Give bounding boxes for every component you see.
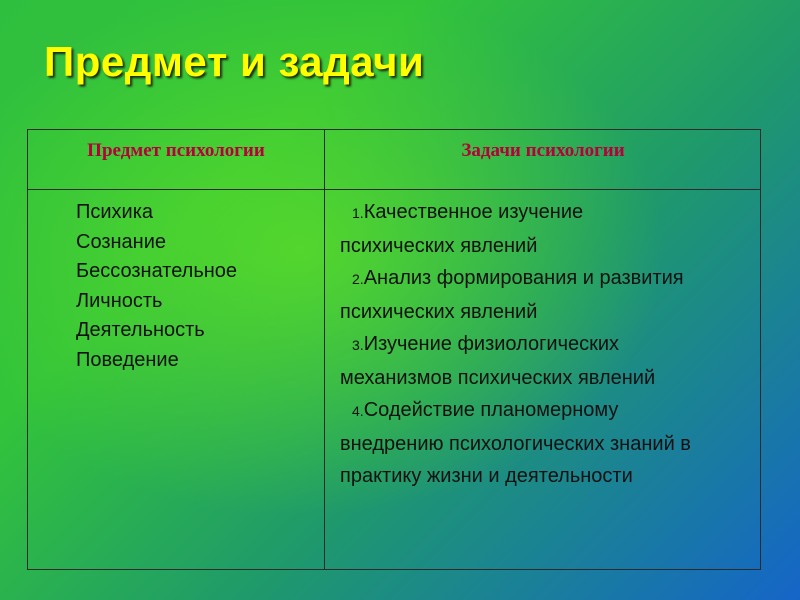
task-number: 1.: [352, 205, 364, 221]
task-text: Анализ формирования и развития: [363, 267, 684, 289]
task-number: 4.: [352, 403, 364, 419]
task-text-cont: механизмов психических явлений: [340, 366, 656, 389]
task-list: [340, 196, 760, 493]
subject-item: Поведение: [76, 348, 179, 371]
task-text-cont: психических явлений: [340, 300, 538, 323]
subject-item: Бессознательное: [76, 260, 238, 282]
subject-list: [76, 198, 237, 375]
subject-item: Деятельность: [76, 319, 205, 341]
task-text: Изучение физиологических: [363, 333, 620, 355]
subject-item: Сознание: [76, 230, 167, 253]
content-table: [27, 129, 761, 570]
header-subject: Предмет психологии: [87, 140, 265, 161]
subject-item: Психика: [76, 201, 154, 223]
task-item: [340, 328, 760, 394]
task-text-cont: внедрению психологических знаний в практику жизни и деятельности: [340, 432, 691, 487]
header-divider: [28, 189, 760, 190]
task-text: Качественное изучение: [363, 201, 584, 223]
task-text-cont: психических явлений: [340, 234, 538, 257]
column-divider: [324, 130, 325, 569]
task-number: 3.: [352, 337, 364, 353]
slide-title: Предмет и задачи: [44, 38, 425, 85]
header-tasks: Задачи психологии: [461, 140, 625, 161]
task-item: [340, 262, 760, 328]
task-item: [340, 394, 760, 493]
task-item: [340, 196, 760, 262]
subject-item: Личность: [76, 289, 163, 312]
task-number: 2.: [352, 271, 364, 287]
task-text: Содействие планомерному: [363, 399, 619, 421]
